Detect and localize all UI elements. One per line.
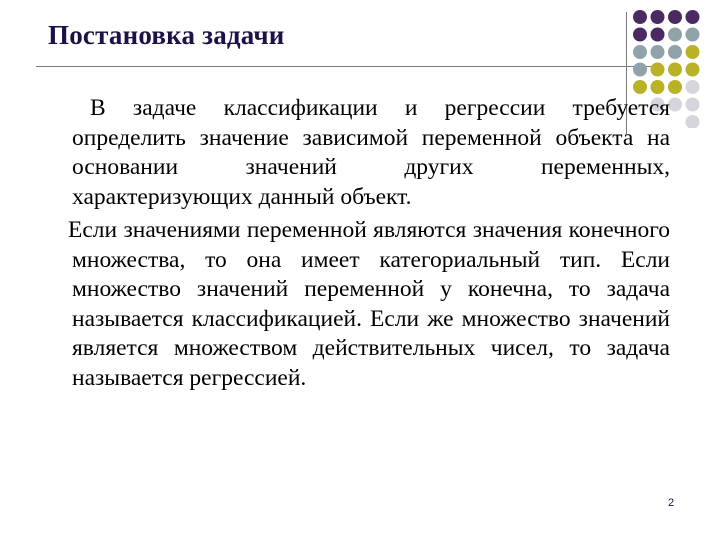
decor-dot xyxy=(686,80,700,94)
slide-body xyxy=(68,94,670,393)
decor-dot xyxy=(651,45,665,59)
paragraph-classification-regression: Если значениями переменной являются значения конечного множества, то она имеет категориальный тип. Если множество значений переменной y конечна, то задача называется классификацией. Если же множество значений является множеством действительных чисел, то задача называется регрессией. xyxy=(68,217,670,391)
decor-dot xyxy=(686,28,700,42)
decor-dot xyxy=(633,45,647,59)
decor-dot xyxy=(668,10,682,24)
slide-title: Постановка задачи xyxy=(48,20,285,50)
decor-dot xyxy=(651,10,665,24)
horizontal-rule xyxy=(36,66,656,67)
decor-dot xyxy=(668,80,682,94)
decor-dot xyxy=(633,63,647,77)
decor-dot xyxy=(668,45,682,59)
decor-dot xyxy=(633,10,647,24)
decor-dot xyxy=(651,28,665,42)
page-number: 2 xyxy=(668,497,675,509)
decor-dot xyxy=(651,63,665,77)
decor-dot xyxy=(668,98,682,112)
decor-dot xyxy=(633,28,647,42)
decor-dot xyxy=(668,28,682,42)
decor-dot xyxy=(686,98,700,112)
decor-dot xyxy=(633,80,647,94)
decor-dot xyxy=(686,10,700,24)
paragraph-task-definition: В задаче классификации и регрессии требуется определить значение зависимой переменной объекта на основании значений других переменных, характеризующих данный объект. xyxy=(72,95,670,210)
decor-dot xyxy=(651,80,665,94)
decor-dot xyxy=(686,63,700,77)
decor-dot xyxy=(686,45,700,59)
decor-dot xyxy=(686,115,700,128)
decor-dot xyxy=(668,63,682,77)
